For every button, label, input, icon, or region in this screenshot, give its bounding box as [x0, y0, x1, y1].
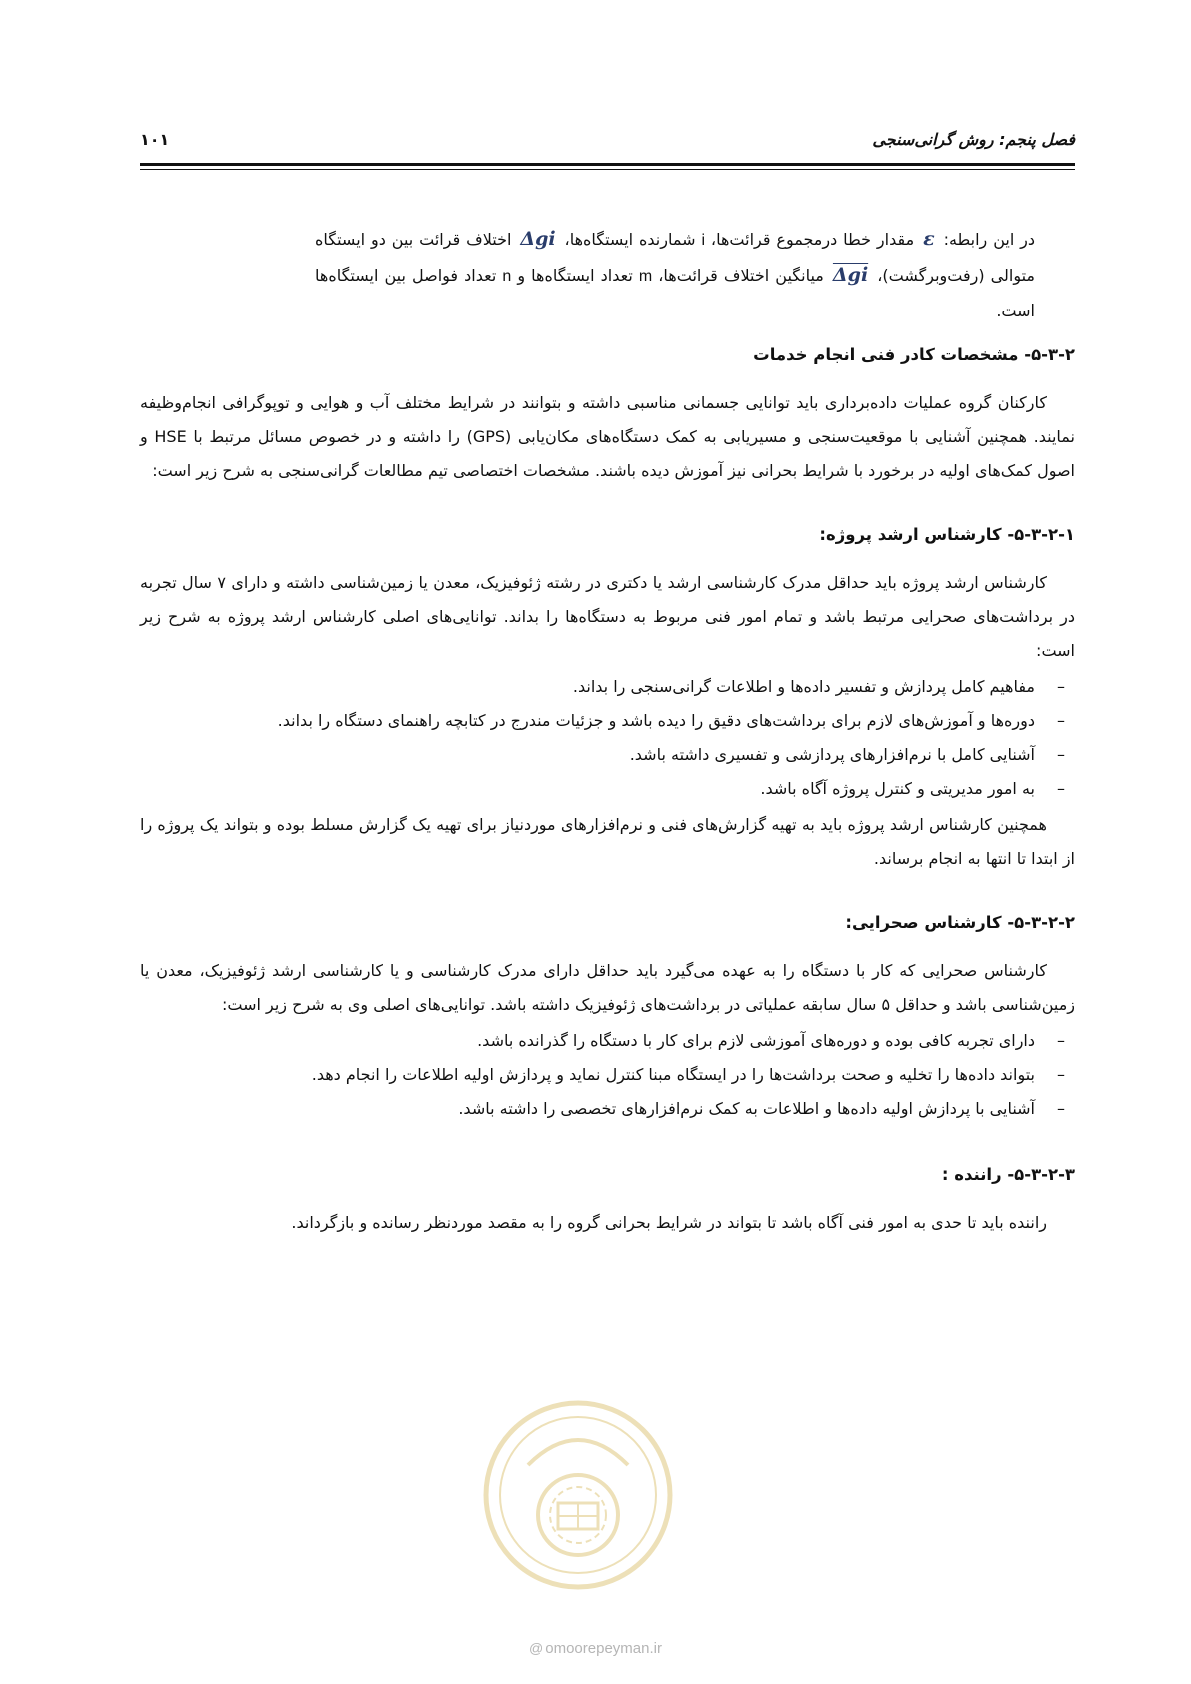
list-item — [140, 738, 1075, 772]
list-item-text: به امور مدیریتی و کنترل پروژه آگاه باشد. — [760, 779, 1035, 798]
subsection-2-list — [140, 1024, 1075, 1126]
list-item-text: دوره‌ها و آموزش‌های لازم برای برداشت‌های دقیق را دیده باشد و جزئیات مندرج در کتابچه راهنمای دستگاه را بداند. — [277, 711, 1035, 730]
list-item — [140, 704, 1075, 738]
list-item-text: بتواند داده‌ها را تخلیه و صحت برداشت‌ها را در ایستگاه مبنا کنترل نماید و پردازش اولیه اطلاعات را انجام دهد. — [311, 1065, 1035, 1084]
dash-bullet: – — [1057, 1031, 1065, 1050]
section-paragraph: کارکنان گروه عملیات داده‌برداری باید توانایی جسمانی مناسبی داشته و بتوانند در شرایط مختلف آب و هوایی و توپوگرافی انجام‌وظیفه نمایند. همچنین آشنایی با موقعیت‌سنجی و مسیریابی به کمک دستگاه‌های مکان‌یابی (GPS) را داشته و در خصوص مسائل مرتبط با HSE و اصول کمک‌های اولیه در برخورد با شرایط بحرانی نیز آموزش دیده باشند. مشخصات اختصاصی تیم مطالعات گرانی‌سنجی به شرح زیر است: — [140, 393, 1075, 480]
i-symbol: i — [701, 232, 705, 249]
running-header — [140, 130, 1075, 160]
text-run: میانگین اختلاف قرائت‌ها، — [658, 266, 824, 285]
section-heading: ۵-۳-۲- مشخصات کادر فنی انجام خدمات — [753, 345, 1075, 364]
list-item — [140, 670, 1075, 704]
seal-watermark-icon — [478, 1395, 678, 1595]
text-run: مقدار خطا درمجموع قرائت‌ها، — [710, 230, 915, 249]
list-item — [140, 1058, 1075, 1092]
website-watermark — [0, 1640, 1191, 1657]
list-item — [140, 1024, 1075, 1058]
list-item-text: دارای تجربه کافی بوده و دوره‌های آموزشی لازم برای کار با دستگاه را گذرانده باشد. — [477, 1031, 1035, 1050]
equation-explanation — [140, 222, 1075, 328]
epsilon-symbol: ε — [923, 228, 935, 250]
header-rule-thin — [140, 169, 1075, 170]
m-symbol: m — [638, 268, 653, 285]
header-rule-thick — [140, 163, 1075, 166]
text-run: تعداد فواصل بین ایستگاه‌ها است. — [315, 266, 1035, 320]
subsection-1-paragraph: کارشناس ارشد پروژه باید حداقل مدرک کارشناسی ارشد یا دکتری در رشته ژئوفیزیک، معدن یا زمین‌شناسی داشته و دارای ۷ سال تجربه در برداشت‌های صحرایی مرتبط باشد و تمام امور فنی مربوط به دستگاه‌ها را بداند. توانایی‌های اصلی کارشناس ارشد پروژه به شرح زیر است: — [140, 573, 1075, 660]
dash-bullet: – — [1057, 1065, 1065, 1084]
text-run: شمارنده ایستگاه‌ها، — [564, 230, 696, 249]
body-text — [140, 222, 1075, 1240]
delta-g-symbol: Δgi — [520, 228, 556, 250]
at-icon: @ — [529, 1640, 544, 1656]
subsection-heading-2: ۵-۳-۲-۲- کارشناس صحرایی: — [845, 913, 1075, 932]
dash-bullet: – — [1057, 1099, 1065, 1118]
list-item — [140, 772, 1075, 806]
subsection-1-closing: همچنین کارشناس ارشد پروژه باید به تهیه گزارش‌های فنی و نرم‌افزارهای موردنیاز برای تهیه یک گزارش مسلط بوده و بتواند یک پروژه را از ابتدا تا انتها به انجام برساند. — [140, 815, 1075, 868]
dash-bullet: – — [1057, 711, 1065, 730]
text-run: تعداد ایستگاه‌ها و — [517, 266, 633, 285]
subsection-heading-1: ۵-۳-۲-۱- کارشناس ارشد پروژه: — [819, 525, 1075, 544]
text-run: اختلاف قرائت بین دو ایستگاه متوالی (رفت‌وبرگشت)، — [315, 230, 1035, 285]
subsection-3-paragraph: راننده باید تا حدی به امور فنی آگاه باشد تا بتواند در شرایط بحرانی گروه را به مقصد موردنظر رسانده و بازگرداند. — [291, 1213, 1047, 1232]
n-symbol: n — [502, 268, 512, 285]
list-item-text: آشنایی با پردازش اولیه داده‌ها و اطلاعات به کمک نرم‌افزارهای تخصصی را داشته باشد. — [458, 1099, 1035, 1118]
website-text: omoorepeyman.ir — [545, 1640, 662, 1657]
list-item-text: مفاهیم کامل پردازش و تفسیر داده‌ها و اطلاعات گرانی‌سنجی را بداند. — [572, 677, 1035, 696]
list-item-text: آشنایی کامل با نرم‌افزارهای پردازشی و تفسیری داشته باشد. — [629, 745, 1035, 764]
text-run: در این رابطه: — [943, 230, 1036, 249]
dash-bullet: – — [1057, 677, 1065, 696]
subsection-1-list — [140, 670, 1075, 806]
dash-bullet: – — [1057, 779, 1065, 798]
page-number: ۱۰۱ — [140, 130, 170, 149]
list-item — [140, 1092, 1075, 1126]
dash-bullet: – — [1057, 745, 1065, 764]
delta-g-mean-symbol: Δgi — [832, 264, 869, 286]
chapter-title: فصل پنجم: روش گرانی‌سنجی — [872, 130, 1075, 149]
subsection-heading-3: ۵-۳-۲-۳- راننده : — [941, 1165, 1075, 1184]
subsection-2-paragraph: کارشناس صحرایی که کار با دستگاه را به عهده می‌گیرد باید حداقل دارای مدرک کارشناسی و یا کارشناسی ارشد ژئوفیزیک، معدن یا زمین‌شناسی باشد و حداقل ۵ سال سابقه عملیاتی در برداشت‌های ژئوفیزیک داشته باشد. توانایی‌های اصلی وی به شرح زیر است: — [140, 961, 1075, 1014]
